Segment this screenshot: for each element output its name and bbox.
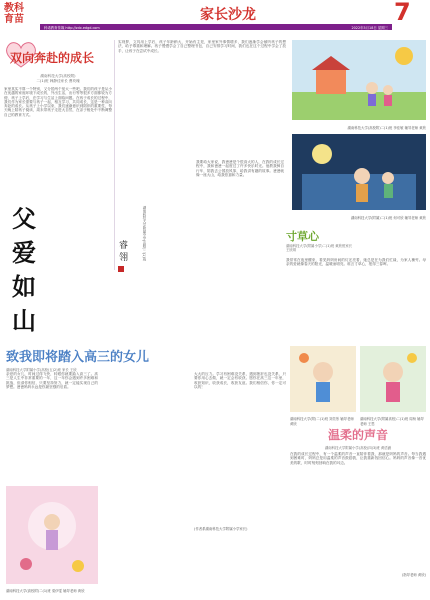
logo [4,3,30,29]
header-bar-right: 2022年5月18日 星期三 [351,25,388,30]
section-title: 家长沙龙 [200,7,256,23]
calligraphy-signature: 睿 翎 [117,240,127,261]
article-title: 温柔的声音 [327,428,388,442]
photo-5 [360,346,426,426]
article-byline2: 二(1)班 韩静佳家长 曹玫瑰 [36,79,80,83]
article-title: 寸草心 [286,230,319,243]
article-byline: 湖南科技大学附属小学(高校)五(2)班 家长 王欣 [6,368,77,372]
calligraphy-text: 父爱如山 [12,204,36,335]
article-body: 在我的成长过程中，有一个温柔的声音一直陪伴着我，那就是妈妈的声音。每当我遇到困难时，妈妈总是用温柔的声音鼓励我，让我重新找回信心。妈妈的声音像一首优美的歌，时时刻刻回响在我的耳边。 [290,452,426,465]
child-painting-2 [292,134,426,210]
article-to-daughter [6,346,286,596]
article-sign: (指导老师 黄欣) [401,573,426,577]
photo-caption: 湖南科技大学(附属高校)二(1)班 周杨 辅导老师 王思 [360,417,424,426]
photo-4 [290,346,356,426]
article-gentle-voice [290,426,426,596]
article-byline: 湖南科技大学附属小学(高校)四(3)班 黄语涵 [324,446,392,450]
article-body-2: 大大的压力。学习有困难没关系，遇到挫折也没关系，只要你用心去做，就一定会有收获。愿你在高三这一年里，收获知识，收获成长，收获友谊。我们相信你，你一定可以的！ [194,372,286,389]
photo-caption: 湖南科技大学(附属)二(1)班 何可欣 辅导老师 黄欣 [350,216,426,220]
photo-2 [292,134,426,220]
article-sign: (作者系湖南科技大学附属小学家长) [194,527,248,531]
header-bar-left: 科诺教育传媒 http://zdx.edgd.com [44,25,100,30]
article-byline: 湖南科技大学(高校附) [40,74,76,78]
child-painting-1 [292,40,426,120]
calligraphy-caption: 湖南科技大学附属小学(高校)二(1)班 [142,206,146,262]
article-title: 致我即将踏入高三的女儿 [6,350,150,365]
article-father-love: 我要给大家说，我爸爸是个很高大的人，在我的成长过程中，我和爸爸一起度过了许多快乐时光。他教我骑自行车，陪我去公园放风筝，给我讲有趣的故事。爸爸就像一座大山，给我依靠和力量。 [196,160,284,177]
article-title [4,40,112,72]
article-grass-heart [286,224,426,340]
calligraphy-seal [118,266,124,272]
child-painting-5 [360,346,426,412]
photo-caption: 湖南科技大学(高校附)二(1)班 李佳敏 辅导老师 黄欣 [347,126,426,130]
photo-1 [292,40,426,130]
photo-3 [6,486,98,594]
article-byline: 湖南科技大学(附属小学)二(1)班 黄欣悦家长 王欣琪 [286,244,353,252]
article-title-text: 双向奔赴的成长 [10,51,95,65]
photo-caption: 湖南科技大学(高校附)二(1)班 梁伊雯 辅导老师 黄欣 [6,589,85,593]
calligraphy-block [6,180,192,340]
masthead [0,0,430,36]
photo-caption: 湖南科技大学(附)二(1)班 刘奕彤 辅导老师 黄欣 [290,417,354,426]
article-body: 亲爱的女儿，时间过得飞快，转眼你就要踏入高三了。高三是人生中非常重要的一年，这一年你会遇到许多困难和挑战，但请你相信，只要坚持努力，就一定能实现自己的梦想。爸爸妈妈永远是你最坚强的后盾。 [6,372,98,389]
child-painting-4 [290,346,356,412]
logo-line2: 育苗 [4,14,24,25]
page-number: 7 [394,0,411,26]
article-continued: 实现梦，文具用上学后，孩子年龄稍大，开始有主见，家里家外事情增多，我们逐渐学会倾听孩子的想法，给予尊重和理解。孩子慢慢学会了自己整理书包，自己安排学习时间，我们也在这个过程中学会了放手，让孩子在尝试中成长。 [118,40,286,53]
logo-line1: 教科 [4,3,24,14]
article-body: 家里其实不算一个特别，又分居两个宽大一些吧。我们的孩子是从小在优越的家庭环境下成长的，外出生活，出行等等很多方面都较为方便，孩子上学后，在学习与生活上面临问题。在孩子成长的过程中，我们作为家长需要与孩子一起，相互学习，共同成长，这是一种双向奔赴的成长。从孩子上小学以来，我们逐渐意识到陪伴的重要性，每天晚上陪孩子阅读，周末带孩子走进大自然，在亲子相处中不断调整自己的教育方式。 [4,87,112,117]
article-body: 我常常在夜里醒来，看见妈妈房间的灯还亮着，她总是在为我们忙碌，为家人操劳。母亲的爱就像春天的阳光，温暖而明亮。谁言寸草心，报得三春晖。 [286,258,426,267]
child-painting-3 [6,486,98,584]
header-bar [40,24,392,30]
